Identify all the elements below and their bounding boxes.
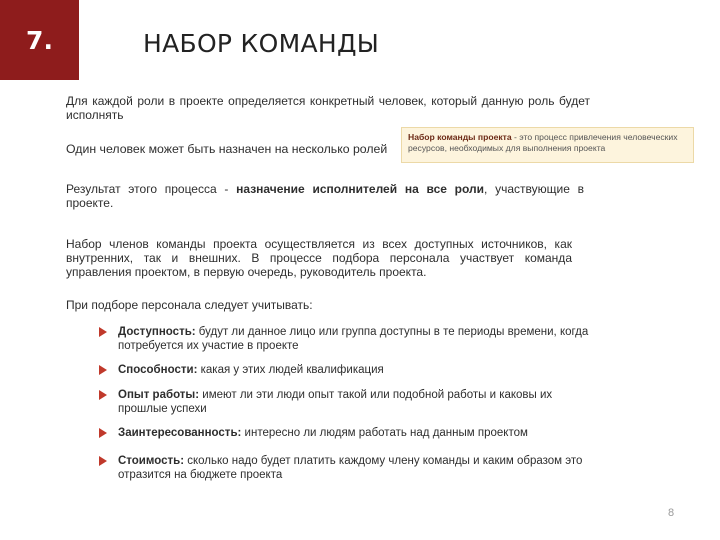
selection-text: Набор членов команды проекта осуществляется из всех доступных источников, как внутренних, так и внешних. В процессе подбора персонала участвует команда управления проектом, в первую очередь, руководитель проекта. (66, 237, 572, 279)
result-text (66, 182, 584, 210)
bullet-label: Опыт работы: (118, 389, 200, 401)
arrow-bullet-icon (99, 365, 107, 375)
arrow-bullet-icon (99, 428, 107, 438)
bullet-cost (99, 454, 594, 482)
callout-definition: - это процесс привлечения человеческих ресурсов, необходимых для выполнения проекта (408, 132, 678, 153)
bullet-availability (99, 325, 594, 353)
definition-callout (401, 127, 694, 163)
page-title: НАБОР КОМАНДЫ (143, 29, 380, 58)
bullet-interest (99, 426, 594, 440)
result-bold: назначение исполнителей на все роли (236, 182, 485, 196)
page-number: 8 (668, 507, 675, 519)
slide-number: 7. (26, 25, 53, 55)
arrow-bullet-icon (99, 327, 107, 337)
arrow-bullet-icon (99, 390, 107, 400)
result-after: , участвующие в проекте. (66, 182, 584, 210)
bullet-label: Способности: (118, 364, 198, 376)
bullet-text: будут ли данное лицо или группа доступны в те периоды времени, когда потребуется их участие в проекте (118, 326, 589, 352)
bullet-text: какая у этих людей квалификация (197, 364, 384, 376)
intro-text: Для каждой роли в проекте определяется конкретный человек, который данную роль будет исполнять (66, 94, 590, 122)
bullet-abilities (99, 363, 594, 377)
bullet-label: Заинтересованность: (118, 427, 242, 439)
result-before: Результат этого процесса - (66, 182, 237, 196)
bullet-experience (99, 388, 594, 416)
bullet-text: имеют ли эти люди опыт такой или подобной работы и каковы их прошлые успехи (118, 389, 553, 415)
callout-term: Набор команды проекта (408, 132, 512, 142)
bullet-text: интересно ли людям работать над данным проектом (241, 427, 528, 439)
consider-heading: При подборе персонала следует учитывать: (66, 298, 313, 312)
one-person-text: Один человек может быть назначен на несколько ролей (66, 142, 388, 156)
arrow-bullet-icon (99, 456, 107, 466)
bullet-label: Доступность: (118, 326, 196, 338)
bullet-label: Стоимость: (118, 455, 185, 467)
bullet-text: сколько надо будет платить каждому члену команды и каким образом это отразится на бюджете проекта (118, 455, 583, 481)
slide-number-badge (0, 0, 79, 80)
